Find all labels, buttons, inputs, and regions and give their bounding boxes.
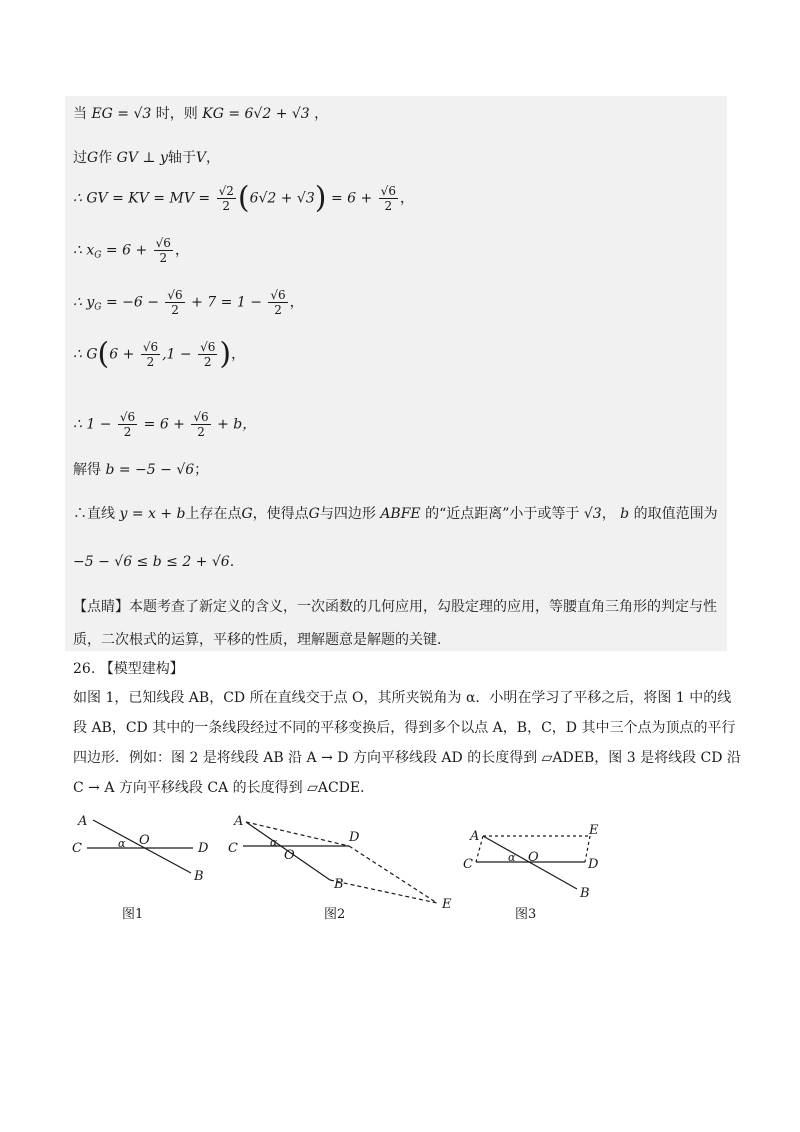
frac-den: 2 bbox=[159, 251, 168, 265]
frac-den: 2 bbox=[123, 425, 132, 439]
text: ， bbox=[314, 106, 329, 122]
label-b: B bbox=[194, 869, 204, 884]
frac-num: √6 bbox=[193, 410, 209, 424]
fraction bbox=[118, 410, 137, 439]
solution-line-1 bbox=[73, 104, 328, 124]
label-c: C bbox=[228, 841, 238, 856]
label-o: O bbox=[284, 848, 295, 863]
paren-open: ( bbox=[97, 336, 110, 372]
fraction bbox=[165, 288, 184, 317]
paren-close: ) bbox=[219, 336, 232, 372]
label-c: C bbox=[463, 857, 473, 872]
math-mid: + 7 = 1 − bbox=[191, 294, 262, 311]
fraction bbox=[217, 184, 236, 213]
text: ， bbox=[174, 242, 189, 259]
text: 的取值范围为 bbox=[633, 506, 718, 522]
math-g: G bbox=[87, 150, 99, 166]
math-end: + b， bbox=[217, 416, 257, 433]
frac-num: √6 bbox=[142, 340, 159, 354]
text: ， bbox=[601, 506, 616, 522]
text: ； bbox=[194, 462, 209, 478]
label-o: O bbox=[139, 833, 150, 848]
solution-line-3 bbox=[73, 180, 414, 216]
math-eg: EG = √3 bbox=[91, 106, 152, 122]
segment-ad-dashed bbox=[246, 822, 349, 846]
problem-paragraph-1: 如图 1，已知线段 AB，CD 所在直线交于点 O，其所夹锐角为 α．小明在学习了平移之后，将图 1 中的线 bbox=[73, 690, 732, 706]
text: ，使得点 bbox=[252, 506, 309, 522]
fraction bbox=[268, 288, 287, 317]
label-b: B bbox=[580, 886, 590, 901]
solution-line-8 bbox=[73, 460, 208, 480]
text: ∴直线 bbox=[73, 506, 115, 522]
solution-line-4 bbox=[73, 236, 189, 266]
math-eq: = 6 + bbox=[330, 190, 373, 207]
text: 与四边形 bbox=[319, 506, 376, 522]
fraction bbox=[198, 340, 217, 369]
math-a: 6 + bbox=[109, 346, 135, 363]
problem-paragraph-2: 段 AB，CD 其中的一条线段经过不同的平移变换后，得到多个以点 A，B，C，D 其中三个点为顶点的平行 bbox=[73, 720, 736, 736]
label-a: A bbox=[234, 814, 244, 829]
math-b: ,1 − bbox=[162, 346, 192, 363]
caption-figure-2: 图2 bbox=[324, 907, 346, 922]
math-line: y = x + b bbox=[119, 506, 186, 522]
frac-num: √6 bbox=[155, 236, 171, 250]
frac-num: √6 bbox=[270, 288, 286, 302]
text: 轴于 bbox=[167, 150, 196, 166]
solution-line-6 bbox=[73, 336, 246, 372]
subscript: G bbox=[94, 250, 102, 261]
math-b-value: b = −5 − √6 bbox=[105, 462, 195, 478]
frac-num: √2 bbox=[218, 184, 234, 198]
math-eq: = 6 + bbox=[143, 416, 185, 433]
text: 时，则 bbox=[155, 106, 198, 122]
text: 过 bbox=[73, 150, 87, 166]
math-abfe: ABFE bbox=[380, 506, 421, 522]
solution-line-2 bbox=[73, 148, 220, 168]
frac-num: √6 bbox=[200, 340, 216, 354]
math-g: G bbox=[241, 506, 253, 522]
label-c: C bbox=[72, 841, 82, 856]
frac-den: 2 bbox=[222, 199, 231, 213]
label-alpha: α bbox=[270, 836, 278, 849]
math-lhs: ∴ GV = KV = MV = bbox=[73, 190, 211, 207]
text: 解得 bbox=[73, 462, 101, 478]
fraction bbox=[379, 184, 398, 213]
math-gv: GV ⊥ y bbox=[116, 150, 168, 166]
label-d: D bbox=[349, 830, 360, 845]
math-lhs: ∴ 1 − bbox=[73, 416, 112, 433]
label-alpha: α bbox=[508, 851, 516, 864]
problem-heading: 26. 【模型建构】 bbox=[73, 661, 184, 677]
label-e: E bbox=[589, 823, 599, 838]
label-e: E bbox=[442, 897, 452, 912]
caption-figure-1: 图1 bbox=[122, 907, 144, 922]
frac-den: 2 bbox=[146, 355, 155, 369]
paren-close: ) bbox=[314, 180, 327, 216]
text: ， bbox=[206, 150, 221, 166]
math-lhs: ∴ y bbox=[73, 294, 95, 311]
frac-num: √6 bbox=[167, 288, 183, 302]
fraction bbox=[154, 236, 173, 265]
label-d: D bbox=[198, 841, 209, 856]
frac-num: √6 bbox=[380, 184, 396, 198]
label-alpha: α bbox=[118, 837, 126, 850]
label-d: D bbox=[588, 857, 599, 872]
fraction bbox=[141, 340, 160, 369]
text: ， bbox=[399, 190, 414, 207]
math-lhs: ∴ G bbox=[73, 346, 98, 363]
label-a: A bbox=[78, 814, 88, 829]
label-o: O bbox=[528, 850, 539, 865]
math-eq: = 6 + bbox=[105, 242, 148, 259]
text: 的“近点距离”小于或等于 bbox=[425, 506, 580, 522]
frac-den: 2 bbox=[197, 425, 205, 439]
math-lhs: ∴ x bbox=[73, 242, 95, 259]
text: . bbox=[229, 554, 235, 570]
caption-figure-3: 图3 bbox=[515, 907, 537, 922]
frac-den: 2 bbox=[274, 303, 282, 317]
figures-svg bbox=[0, 810, 800, 960]
comment-line-1: 【点睛】本题考查了新定义的含义，一次函数的几何应用，勾股定理的应用，等腰直角三角形的判定与性 bbox=[73, 599, 717, 615]
math-root3: √3 bbox=[583, 506, 602, 522]
frac-num: √6 bbox=[119, 410, 136, 424]
math-g: G bbox=[308, 506, 320, 522]
segment-be-dashed bbox=[330, 880, 437, 903]
solution-line-7 bbox=[73, 410, 256, 439]
text: ， bbox=[231, 346, 246, 363]
text: 作 bbox=[98, 150, 113, 166]
problem-paragraph-3: 四边形．例如：图 2 是将线段 AB 沿 A → D 方向平移线段 AD 的长度得到 ▱ADEB，图 3 是将线段 CD 沿 bbox=[73, 750, 741, 766]
problem-paragraph-4: C → A 方向平移线段 CA 的长度得到 ▱ACDE． bbox=[73, 780, 375, 796]
solution-line-10 bbox=[73, 552, 234, 572]
text: ， bbox=[289, 294, 304, 311]
math-eq: = −6 − bbox=[105, 294, 159, 311]
frac-den: 2 bbox=[203, 355, 212, 369]
math-kg: KG = 6√2 + √3 bbox=[202, 106, 310, 122]
paren-open: ( bbox=[237, 180, 250, 216]
solution-line-5 bbox=[73, 288, 304, 318]
fraction bbox=[191, 410, 210, 439]
math-v: V bbox=[195, 150, 207, 166]
frac-den: 2 bbox=[384, 199, 393, 213]
segment-de-dashed bbox=[349, 846, 437, 903]
solution-line-9 bbox=[73, 504, 718, 524]
math-range: −5 − √6 ≤ b ≤ 2 + √6 bbox=[73, 554, 230, 570]
subscript: G bbox=[94, 302, 102, 313]
label-a: A bbox=[470, 829, 480, 844]
comment-line-2: 质，二次根式的运算，平移的性质，理解题意是解题的关键. bbox=[73, 632, 442, 648]
math-b: b bbox=[620, 506, 630, 522]
text: 当 bbox=[73, 106, 87, 122]
math-paren-content: 6√2 + √3 bbox=[249, 190, 315, 207]
label-b: B bbox=[334, 877, 344, 892]
frac-den: 2 bbox=[171, 303, 179, 317]
text: 上存在点 bbox=[185, 506, 242, 522]
